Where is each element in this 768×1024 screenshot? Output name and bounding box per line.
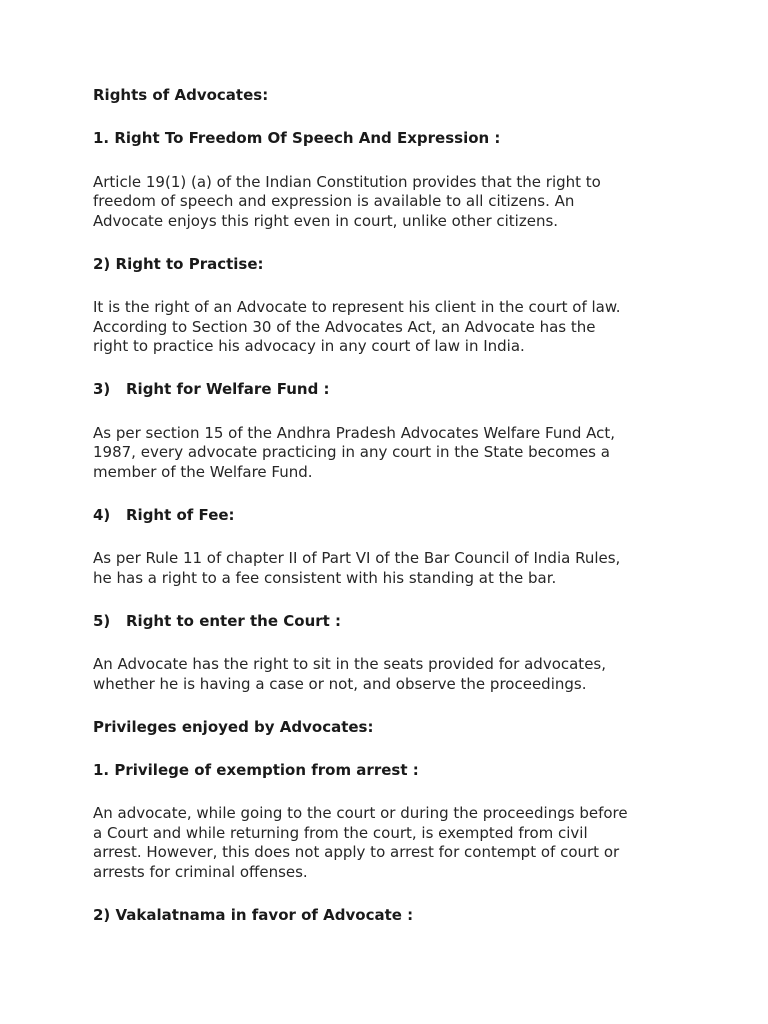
- paragraph-right-enter-court: [93, 655, 683, 694]
- paragraph-line: As per section 15 of the Andhra Pradesh Advocates Welfare Fund Act,: [93, 423, 616, 442]
- paragraph-right-welfare-fund: [93, 424, 683, 483]
- paragraph-line: member of the Welfare Fund.: [93, 462, 313, 481]
- paragraph-exemption-from-arrest: [93, 804, 683, 882]
- heading-number: 4): [93, 505, 111, 524]
- paragraph-line: he has a right to a fee consistent with his standing at the bar.: [93, 568, 557, 587]
- heading-vakalatnama: 2) Vakalatnama in favor of Advocate :: [93, 905, 414, 924]
- paragraph-line: As per Rule 11 of chapter II of Part VI of the Bar Council of India Rules,: [93, 549, 621, 567]
- heading-right-welfare-fund: [93, 380, 683, 400]
- heading-text: Right to enter the Court :: [126, 611, 342, 630]
- heading-text: Right of Fee:: [126, 505, 235, 524]
- paragraph-line: An Advocate has the right to sit in the seats provided for advocates,: [93, 655, 607, 673]
- paragraph-line: arrests for criminal offenses.: [93, 862, 308, 881]
- heading-number: 5): [93, 611, 111, 630]
- paragraph-line: Article 19(1) (a) of the Indian Constitution provides that the right to: [93, 172, 601, 191]
- paragraph-line: According to Section 30 of the Advocates Act, an Advocate has the: [93, 317, 596, 336]
- paragraph-line: 1987, every advocate practicing in any court in the State becomes a: [93, 443, 610, 461]
- section-title-privileges: Privileges enjoyed by Advocates:: [93, 717, 374, 736]
- heading-right-of-fee: [93, 506, 683, 526]
- section-title-rights: Rights of Advocates:: [93, 86, 269, 104]
- paragraph-line: Advocate enjoys this right even in court, unlike other citizens.: [93, 211, 559, 230]
- heading-text: Right for Welfare Fund :: [126, 380, 330, 398]
- paragraph-line: It is the right of an Advocate to represent his client in the court of law.: [93, 298, 621, 316]
- heading-number: 3): [93, 380, 111, 398]
- paragraph-line: An advocate, while going to the court or during the proceedings before: [93, 804, 628, 822]
- paragraph-line: whether he is having a case or not, and observe the proceedings.: [93, 674, 587, 693]
- heading-right-freedom-speech: 1. Right To Freedom Of Speech And Expression :: [93, 129, 501, 147]
- paragraph-line: right to practice his advocacy in any court of law in India.: [93, 337, 525, 355]
- paragraph-right-freedom-speech: [93, 173, 683, 232]
- paragraph-line: arrest. However, this does not apply to arrest for contempt of court or: [93, 843, 620, 861]
- heading-exemption-from-arrest: 1. Privilege of exemption from arrest :: [93, 760, 419, 779]
- paragraph-right-of-fee: [93, 549, 683, 588]
- document-page: [93, 86, 683, 925]
- heading-right-enter-court: [93, 612, 683, 632]
- paragraph-line: a Court and while returning from the court, is exempted from civil: [93, 823, 588, 842]
- paragraph-line: freedom of speech and expression is available to all citizens. An: [93, 192, 575, 210]
- paragraph-right-to-practise: [93, 298, 683, 357]
- heading-right-to-practise: 2) Right to Practise:: [93, 254, 264, 273]
